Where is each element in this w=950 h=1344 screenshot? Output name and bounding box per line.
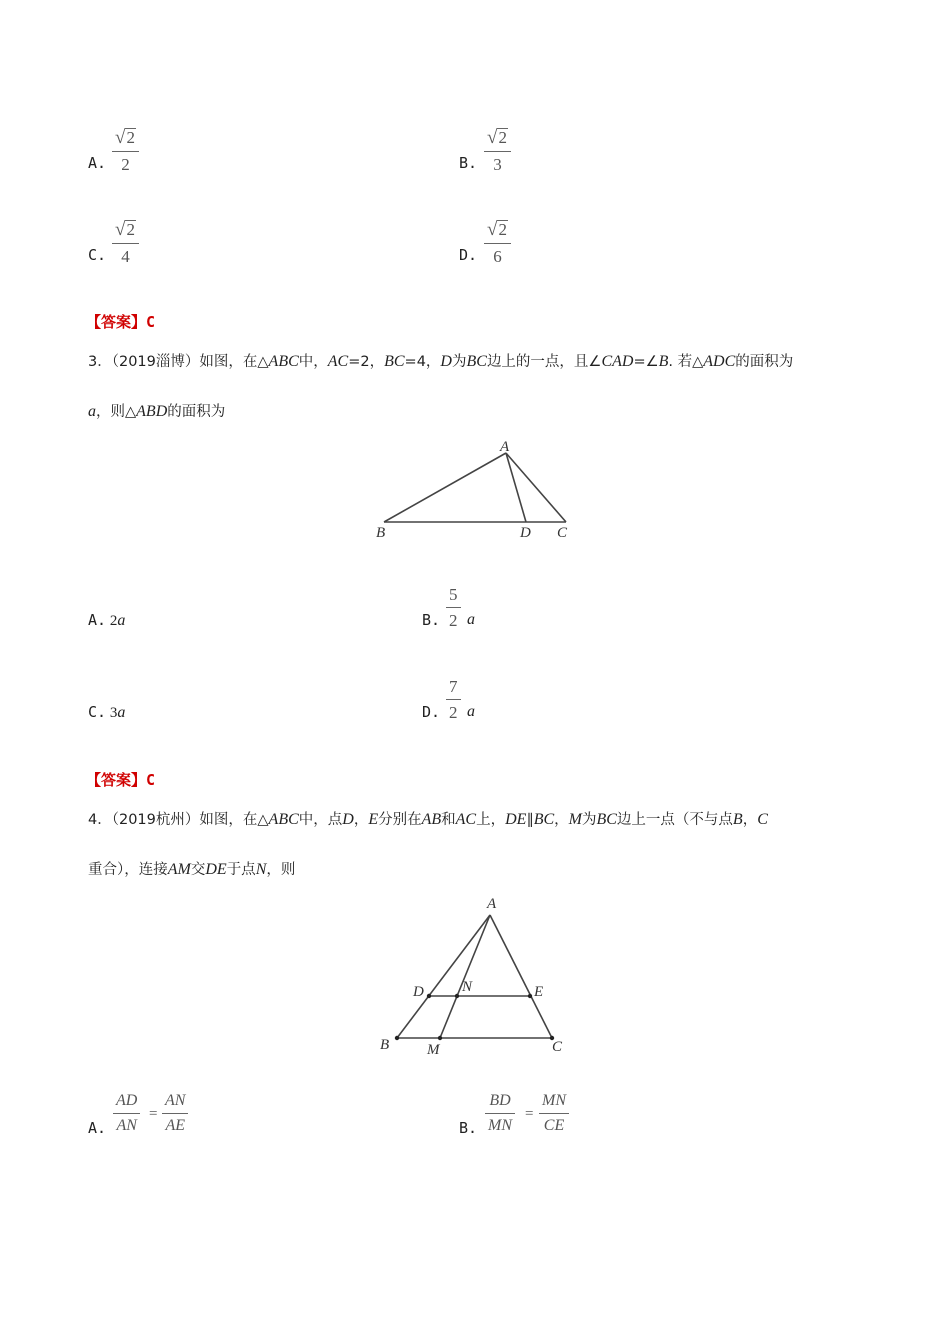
denominator: 2 xyxy=(121,155,130,174)
q2-option-a-fraction xyxy=(112,128,139,173)
q2-answer xyxy=(86,311,155,332)
q3-option-c: C. 3a xyxy=(88,703,126,721)
q3-option-d-var: a xyxy=(467,703,475,720)
denominator: 6 xyxy=(493,247,502,266)
point-n xyxy=(455,994,459,998)
q3-text-line2: a，则△ABD的面积为 xyxy=(88,403,226,420)
point-m xyxy=(438,1036,442,1040)
q3-option-d-label: D. xyxy=(422,703,441,721)
point-m-label: M xyxy=(427,1042,440,1058)
q4-triangle-figure xyxy=(375,890,585,1060)
side-ac xyxy=(490,915,552,1038)
side-ab xyxy=(384,453,506,522)
point-e-label: E xyxy=(534,984,544,1000)
point-d-label: D xyxy=(413,984,424,1000)
point-e xyxy=(528,994,532,998)
q4-option-b-label: B. xyxy=(459,1119,478,1137)
q2-option-a-label: A. xyxy=(88,154,107,172)
q2-option-d-label: D. xyxy=(459,246,478,264)
q4-option-a-fraction-right: AN AE xyxy=(162,1093,188,1134)
answer-tag: 【答案】 xyxy=(86,771,147,789)
segment-am xyxy=(440,915,490,1038)
point-n-label: N xyxy=(462,979,473,995)
point-d-label: D xyxy=(520,525,531,541)
point-b-label: B xyxy=(376,525,386,541)
sqrt-numerator: √ 2 xyxy=(115,219,135,240)
point-a-label: A xyxy=(500,439,510,455)
q3-option-b-var: a xyxy=(467,611,475,628)
q4-option-b-fraction-right: MN CE xyxy=(539,1093,569,1134)
q4-option-b-fraction-left: BD MN xyxy=(485,1093,515,1134)
q3-option-b-label: B. xyxy=(422,611,441,629)
side-ac xyxy=(506,453,566,522)
q3-triangle-figure xyxy=(370,435,590,545)
answer-value: C xyxy=(146,313,156,331)
point-b-label: B xyxy=(380,1037,390,1053)
q4-option-b-equals: = xyxy=(525,1106,534,1122)
answer-tag: 【答案】 xyxy=(86,313,147,331)
answer-value: C xyxy=(146,771,156,789)
point-d xyxy=(427,994,431,998)
point-c-label: C xyxy=(552,1039,563,1055)
q3-answer xyxy=(86,769,155,790)
sqrt-numerator: √ 2 xyxy=(115,127,135,148)
q2-option-c-fraction xyxy=(112,220,139,265)
point-c-label: C xyxy=(557,525,568,541)
q4-option-a-label: A. xyxy=(88,1119,107,1137)
q4-option-a-fraction-left: AD AN xyxy=(113,1093,140,1134)
q2-option-b-label: B. xyxy=(459,154,478,172)
sqrt-numerator: √ 2 xyxy=(487,127,507,148)
q3-option-d-fraction: 7 2 xyxy=(446,678,461,721)
denominator: 4 xyxy=(121,247,130,266)
q3-option-a: A. 2a xyxy=(88,611,126,629)
q3-text-line1: 3．（2019淄博）如图，在△ABC中，AC=2，BC=4，D为BC边上的一点，且∠CAD=∠B. 若△ADC的面积为 xyxy=(88,353,794,370)
point-a-label: A xyxy=(487,896,497,912)
q4-text-line1: 4．（2019杭州）如图，在△ABC中，点D，E分别在AB和AC上，DE∥BC，M为BC边上一点（不与点B，C xyxy=(88,811,768,828)
q4-option-a-equals: = xyxy=(149,1106,158,1122)
denominator: 3 xyxy=(493,155,502,174)
q2-option-b-fraction xyxy=(484,128,511,173)
q2-option-c-label: C. xyxy=(88,246,107,264)
q2-option-d-fraction xyxy=(484,220,511,265)
q3-option-b-fraction: 5 2 xyxy=(446,586,461,629)
sqrt-numerator: √ 2 xyxy=(487,219,507,240)
q4-text-line2: 重合），连接AM交DE于点N，则 xyxy=(88,861,296,878)
side-ab xyxy=(397,915,490,1038)
point-b xyxy=(395,1036,399,1040)
